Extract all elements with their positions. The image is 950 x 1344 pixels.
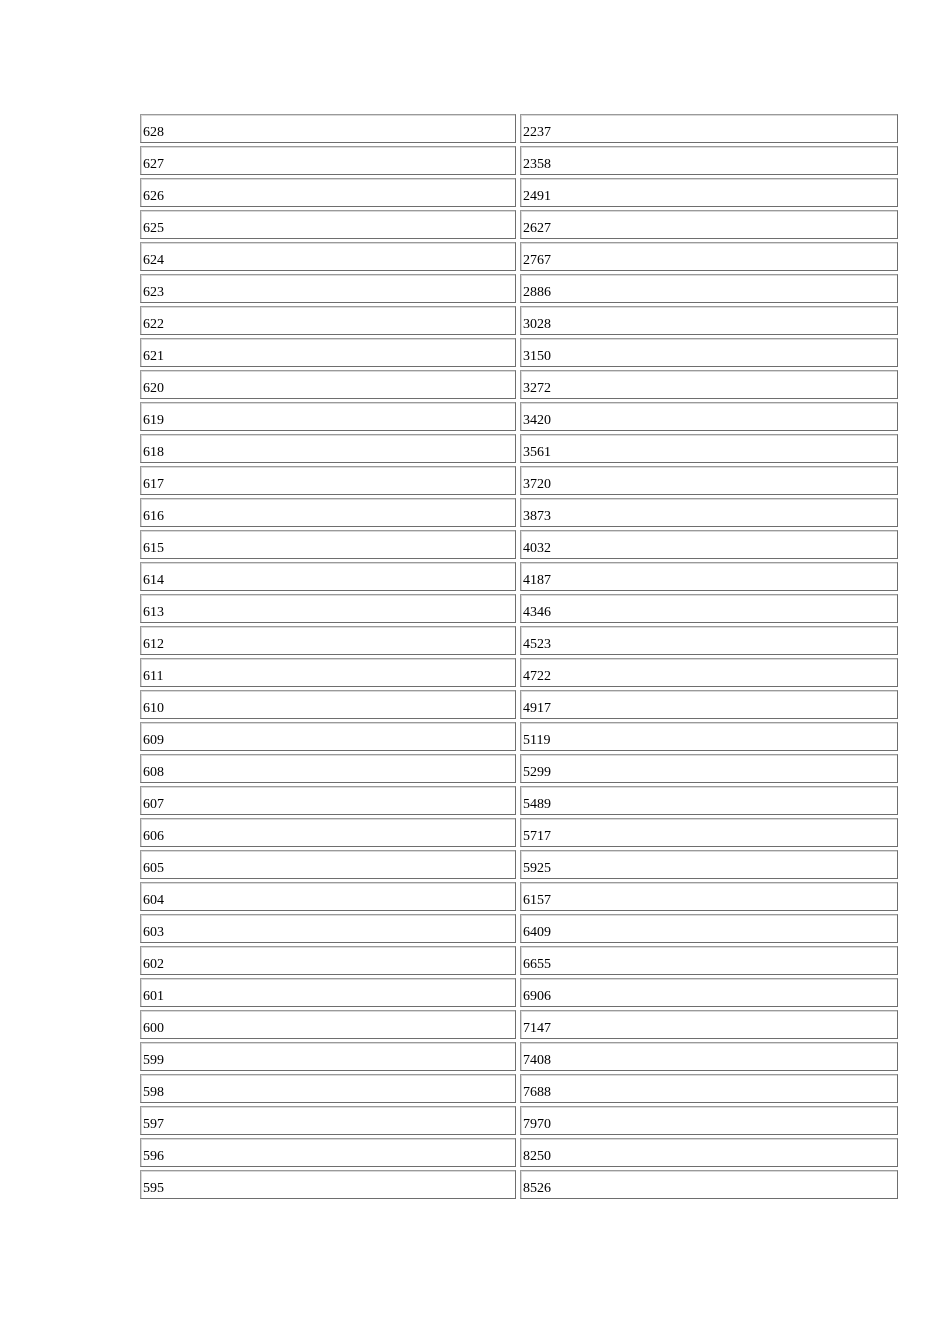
table-row [140, 146, 898, 175]
table-cell-right [520, 210, 898, 239]
table-cell-right [520, 1138, 898, 1167]
table-row [140, 178, 898, 207]
table-row [140, 210, 898, 239]
cell-value: 7147 [523, 1021, 551, 1036]
table-row [140, 1010, 898, 1039]
table-cell-left [140, 978, 516, 1007]
cell-value: 6655 [523, 957, 551, 972]
table-cell-right [520, 242, 898, 271]
table-cell-left [140, 562, 516, 591]
cell-value: 603 [143, 925, 164, 940]
data-table [136, 111, 902, 1202]
table-cell-left [140, 690, 516, 719]
table-row [140, 498, 898, 527]
cell-value: 611 [143, 669, 164, 684]
table-row [140, 882, 898, 911]
cell-value: 2237 [523, 125, 551, 140]
table-cell-left [140, 338, 516, 367]
cell-value: 597 [143, 1117, 164, 1132]
table-cell-left [140, 370, 516, 399]
table-cell-left [140, 146, 516, 175]
table-row [140, 690, 898, 719]
cell-value: 3028 [523, 317, 551, 332]
cell-value: 617 [143, 477, 164, 492]
table-cell-right [520, 1106, 898, 1135]
cell-value: 4523 [523, 637, 551, 652]
cell-value: 605 [143, 861, 164, 876]
cell-value: 5299 [523, 765, 551, 780]
cell-value: 609 [143, 733, 164, 748]
table-row [140, 594, 898, 623]
table-row [140, 754, 898, 783]
table-cell-left [140, 210, 516, 239]
cell-value: 608 [143, 765, 164, 780]
cell-value: 600 [143, 1021, 164, 1036]
table-row [140, 466, 898, 495]
table-row [140, 530, 898, 559]
table-cell-right [520, 434, 898, 463]
cell-value: 623 [143, 285, 164, 300]
table-cell-left [140, 178, 516, 207]
table-cell-left [140, 1074, 516, 1103]
cell-value: 618 [143, 445, 164, 460]
table-cell-right [520, 850, 898, 879]
table-cell-right [520, 146, 898, 175]
cell-value: 598 [143, 1085, 164, 1100]
table-cell-right [520, 274, 898, 303]
table-cell-right [520, 1170, 898, 1199]
cell-value: 3720 [523, 477, 551, 492]
cell-value: 5925 [523, 861, 551, 876]
table-row [140, 850, 898, 879]
table-row [140, 402, 898, 431]
table-row [140, 658, 898, 687]
cell-value: 626 [143, 189, 164, 204]
table-cell-right [520, 178, 898, 207]
cell-value: 620 [143, 381, 164, 396]
cell-value: 627 [143, 157, 164, 172]
cell-value: 3150 [523, 349, 551, 364]
cell-value: 4722 [523, 669, 551, 684]
table-cell-left [140, 1042, 516, 1071]
table-row [140, 978, 898, 1007]
table-cell-right [520, 498, 898, 527]
table-cell-left [140, 466, 516, 495]
table-row [140, 946, 898, 975]
table-cell-right [520, 690, 898, 719]
table-cell-left [140, 754, 516, 783]
table-cell-left [140, 530, 516, 559]
cell-value: 2491 [523, 189, 551, 204]
table-row [140, 1074, 898, 1103]
table-cell-right [520, 1074, 898, 1103]
table-row [140, 274, 898, 303]
table-cell-left [140, 882, 516, 911]
table-row [140, 722, 898, 751]
table-row [140, 434, 898, 463]
table-row [140, 786, 898, 815]
table-cell-left [140, 914, 516, 943]
table-cell-left [140, 722, 516, 751]
cell-value: 2767 [523, 253, 551, 268]
table-row [140, 1042, 898, 1071]
table-cell-left [140, 946, 516, 975]
table-cell-right [520, 562, 898, 591]
cell-value: 4187 [523, 573, 551, 588]
table-cell-right [520, 786, 898, 815]
cell-value: 619 [143, 413, 164, 428]
cell-value: 3873 [523, 509, 551, 524]
table-cell-right [520, 1010, 898, 1039]
table-cell-right [520, 946, 898, 975]
data-table-container [140, 114, 898, 1199]
cell-value: 599 [143, 1053, 164, 1068]
cell-value: 616 [143, 509, 164, 524]
table-cell-left [140, 658, 516, 687]
table-row [140, 1138, 898, 1167]
cell-value: 610 [143, 701, 164, 716]
table-cell-left [140, 1170, 516, 1199]
cell-value: 615 [143, 541, 164, 556]
table-cell-left [140, 434, 516, 463]
cell-value: 5717 [523, 829, 551, 844]
cell-value: 596 [143, 1149, 164, 1164]
table-cell-left [140, 626, 516, 655]
cell-value: 8526 [523, 1181, 551, 1196]
cell-value: 4917 [523, 701, 551, 716]
table-row [140, 914, 898, 943]
table-cell-right [520, 626, 898, 655]
table-cell-left [140, 1010, 516, 1039]
cell-value: 6906 [523, 989, 551, 1004]
table-cell-left [140, 242, 516, 271]
table-body [140, 114, 898, 1199]
cell-value: 602 [143, 957, 164, 972]
table-cell-right [520, 722, 898, 751]
cell-value: 3420 [523, 413, 551, 428]
table-cell-right [520, 882, 898, 911]
cell-value: 612 [143, 637, 164, 652]
cell-value: 625 [143, 221, 164, 236]
table-cell-right [520, 818, 898, 847]
cell-value: 7688 [523, 1085, 551, 1100]
table-cell-right [520, 530, 898, 559]
table-cell-right [520, 1042, 898, 1071]
table-row [140, 114, 898, 143]
cell-value: 607 [143, 797, 164, 812]
cell-value: 614 [143, 573, 164, 588]
cell-value: 628 [143, 125, 164, 140]
cell-value: 5119 [523, 733, 551, 748]
table-cell-left [140, 1106, 516, 1135]
table-row [140, 626, 898, 655]
table-row [140, 818, 898, 847]
cell-value: 6157 [523, 893, 551, 908]
cell-value: 3272 [523, 381, 551, 396]
table-cell-right [520, 658, 898, 687]
table-row [140, 562, 898, 591]
cell-value: 2627 [523, 221, 551, 236]
table-row [140, 1106, 898, 1135]
cell-value: 3561 [523, 445, 551, 460]
cell-value: 624 [143, 253, 164, 268]
table-cell-left [140, 402, 516, 431]
cell-value: 613 [143, 605, 164, 620]
cell-value: 621 [143, 349, 164, 364]
table-row [140, 370, 898, 399]
cell-value: 2358 [523, 157, 551, 172]
table-cell-right [520, 114, 898, 143]
table-cell-right [520, 402, 898, 431]
cell-value: 606 [143, 829, 164, 844]
table-row [140, 1170, 898, 1199]
cell-value: 7408 [523, 1053, 551, 1068]
cell-value: 5489 [523, 797, 551, 812]
cell-value: 595 [143, 1181, 164, 1196]
table-cell-right [520, 594, 898, 623]
cell-value: 4346 [523, 605, 551, 620]
table-row [140, 338, 898, 367]
table-cell-left [140, 818, 516, 847]
cell-value: 2886 [523, 285, 551, 300]
table-cell-right [520, 370, 898, 399]
cell-value: 601 [143, 989, 164, 1004]
table-cell-left [140, 274, 516, 303]
table-cell-right [520, 338, 898, 367]
cell-value: 604 [143, 893, 164, 908]
table-cell-left [140, 850, 516, 879]
table-cell-right [520, 914, 898, 943]
table-cell-right [520, 754, 898, 783]
cell-value: 7970 [523, 1117, 551, 1132]
table-cell-left [140, 786, 516, 815]
table-cell-right [520, 306, 898, 335]
table-cell-right [520, 466, 898, 495]
table-cell-left [140, 594, 516, 623]
cell-value: 622 [143, 317, 164, 332]
cell-value: 8250 [523, 1149, 551, 1164]
cell-value: 4032 [523, 541, 551, 556]
table-cell-left [140, 114, 516, 143]
table-row [140, 242, 898, 271]
table-cell-right [520, 978, 898, 1007]
table-cell-left [140, 306, 516, 335]
table-cell-left [140, 1138, 516, 1167]
table-cell-left [140, 498, 516, 527]
table-row [140, 306, 898, 335]
cell-value: 6409 [523, 925, 551, 940]
